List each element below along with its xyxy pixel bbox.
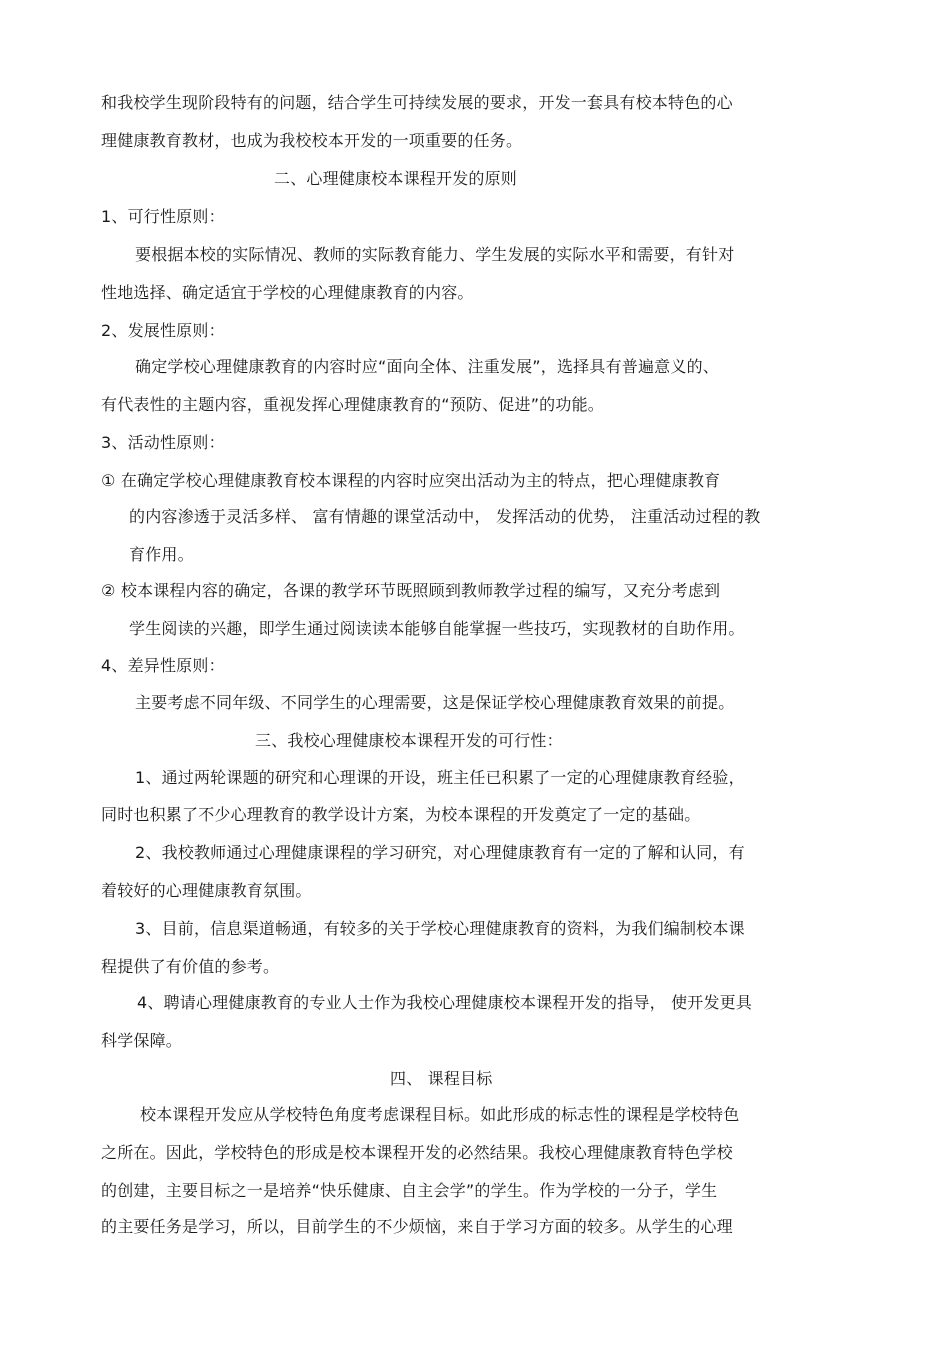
paragraph-line: 确定学校心理健康教育的内容时应“面向全体、注重发展”，选择具有普遍意义的、 — [135, 357, 719, 376]
paragraph-line: 理健康教育教材，也成为我校校本开发的一项重要的任务。 — [101, 131, 523, 150]
section-heading-4: 四、 课程目标 — [390, 1069, 493, 1088]
paragraph-line: 着较好的心理健康教育氛围。 — [101, 881, 312, 900]
paragraph-line: 之所在。因此，学校特色的形成是校本课程开发的必然结果。我校心理健康教育特色学校 — [101, 1143, 733, 1162]
principle-heading-4: 4、差异性原则： — [101, 656, 225, 675]
paragraph-line: 和我校学生现阶段特有的问题，结合学生可持续发展的要求，开发一套具有校本特色的心 — [101, 93, 733, 112]
section-heading-3: 三、我校心理健康校本课程开发的可行性： — [255, 731, 563, 750]
paragraph-line: 的创建，主要目标之一是培养“快乐健康、自主会学”的学生。作为学校的一分子，学生 — [101, 1181, 718, 1200]
list-item-line: ② 校本课程内容的确定，各课的教学环节既照顾到教师教学过程的编写，又充分考虑到 — [101, 581, 721, 600]
list-item-line: 学生阅读的兴趣，即学生通过阅读读本能够自能掌握一些技巧，实现教材的自助作用。 — [129, 619, 745, 638]
principle-heading-1: 1、可行性原则： — [101, 207, 225, 226]
paragraph-line: 4、聘请心理健康教育的专业人士作为我校心理健康校本课程开发的指导， 使开发更具 — [137, 993, 753, 1012]
list-item-line: 育作用。 — [129, 545, 194, 564]
paragraph-line: 同时也积累了不少心理教育的教学设计方案，为校本课程的开发奠定了一定的基础。 — [101, 805, 701, 824]
paragraph-line: 的主要任务是学习，所以，目前学生的不少烦恼，来自于学习方面的较多。从学生的心理 — [101, 1217, 733, 1236]
principle-heading-2: 2、发展性原则： — [101, 321, 225, 340]
paragraph-line: 2、我校教师通过心理健康课程的学习研究，对心理健康教育有一定的了解和认同，有 — [135, 843, 745, 862]
paragraph-line: 主要考虑不同年级、不同学生的心理需要，这是保证学校心理健康教育效果的前提。 — [135, 693, 735, 712]
paragraph-line: 1、通过两轮课题的研究和心理课的开设，班主任已积累了一定的心理健康教育经验， — [135, 768, 745, 787]
paragraph-line: 3、目前，信息渠道畅通，有较多的关于学校心理健康教育的资料，为我们编制校本课 — [135, 919, 745, 938]
paragraph-line: 有代表性的主题内容，重视发挥心理健康教育的“预防、促进”的功能。 — [101, 395, 604, 414]
paragraph-line: 程提供了有价值的参考。 — [101, 957, 280, 976]
list-item-line: ① 在确定学校心理健康教育校本课程的内容时应突出活动为主的特点，把心理健康教育 — [101, 471, 721, 490]
principle-heading-3: 3、活动性原则： — [101, 433, 225, 452]
list-item-line: 的内容渗透于灵活多样、 富有情趣的课堂活动中， 发挥活动的优势， 注重活动过程的教 — [129, 507, 761, 526]
section-heading-2: 二、心理健康校本课程开发的原则 — [274, 169, 518, 188]
paragraph-line: 校本课程开发应从学校特色角度考虑课程目标。如此形成的标志性的课程是学校特色 — [140, 1105, 740, 1124]
paragraph-line: 科学保障。 — [101, 1031, 183, 1050]
paragraph-line: 要根据本校的实际情况、教师的实际教育能力、学生发展的实际水平和需要，有针对 — [135, 245, 735, 264]
paragraph-line: 性地选择、确定适宜于学校的心理健康教育的内容。 — [101, 283, 474, 302]
